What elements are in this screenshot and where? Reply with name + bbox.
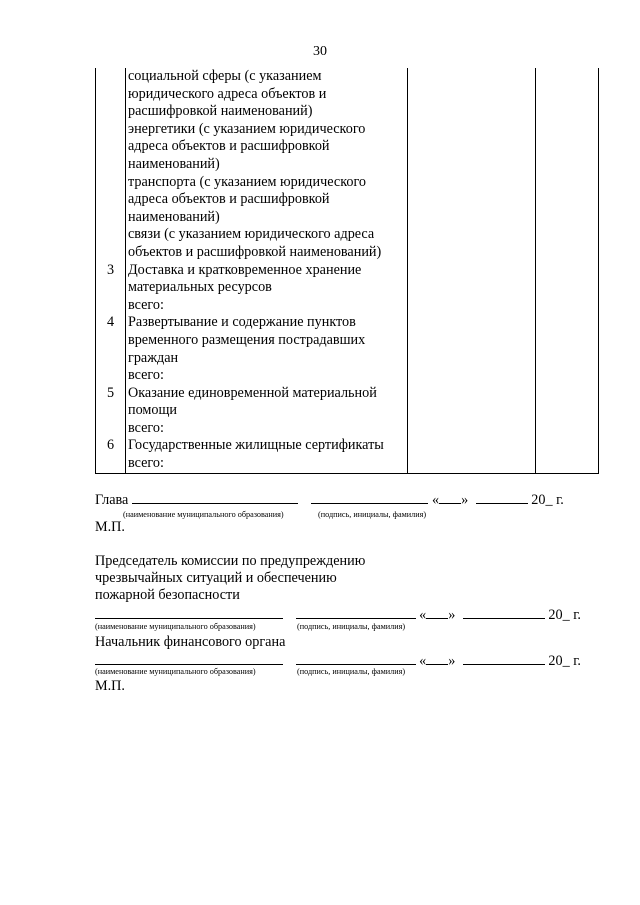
note-cell: [536, 437, 599, 473]
chairman-title: [95, 553, 595, 604]
finance-municipality-line[interactable]: [95, 651, 283, 665]
description-line: энергетики (с указанием юридического: [128, 120, 366, 137]
finance-day-line[interactable]: [426, 651, 448, 665]
note-cell: [536, 68, 599, 262]
year-text: 20_ г.: [548, 653, 581, 669]
head-month-line[interactable]: [476, 490, 528, 504]
table-row: [96, 262, 599, 315]
description-line: всего:: [128, 419, 164, 436]
description-line: материальных ресурсов: [128, 279, 272, 296]
page-number: 30: [313, 44, 327, 59]
row-number: 5: [96, 385, 126, 438]
description-line: наименований): [128, 155, 220, 172]
head-municipality-line[interactable]: [132, 490, 298, 504]
description-line: объектов и расшифровкой наименований): [128, 243, 382, 260]
table-row: [96, 437, 599, 473]
quote-open: «: [419, 653, 427, 669]
quote-open: «: [419, 607, 427, 623]
description-line: Оказание единовременной материальной: [128, 384, 377, 401]
description-line: всего:: [128, 296, 164, 313]
chairman-signature-line[interactable]: [296, 605, 416, 619]
finance-head-title: Начальник финансового органа: [95, 634, 286, 650]
description-line: адреса объектов и расшифровкой: [128, 138, 330, 155]
quote-close: »: [448, 653, 456, 669]
description-line: транспорта (с указанием юридического: [128, 173, 367, 190]
amount-cell: [408, 314, 536, 384]
chairman-month-line[interactable]: [463, 605, 545, 619]
chairman-day-line[interactable]: [426, 605, 448, 619]
table-row: [96, 68, 599, 262]
description-line: всего:: [128, 455, 164, 472]
description-line: граждан: [128, 349, 179, 366]
chairman-municipality-line[interactable]: [95, 605, 283, 619]
chairman-caption-municipal: (наименование муниципального образования): [95, 622, 256, 631]
expense-table: [95, 68, 599, 474]
head-caption-signature: (подпись, инициалы, фамилия): [318, 510, 427, 519]
row-number: [96, 68, 126, 262]
table-row: [96, 385, 599, 438]
row-description: [126, 68, 408, 262]
amount-cell: [408, 385, 536, 438]
stamp-1: М.П.: [95, 519, 125, 535]
head-signature-row: [95, 490, 564, 509]
finance-signature-line[interactable]: [296, 651, 416, 665]
head-signature-line[interactable]: [311, 490, 428, 504]
description-line: временного размещения пострадавших: [128, 331, 366, 348]
note-cell: [536, 385, 599, 438]
amount-cell: [408, 68, 536, 262]
description-line: Доставка и кратковременное хранение: [128, 261, 362, 278]
finance-month-line[interactable]: [463, 651, 545, 665]
head-day-line[interactable]: [439, 490, 461, 504]
year-text: 20_ г.: [531, 492, 564, 508]
description-line: адреса объектов и расшифровкой: [128, 191, 330, 208]
description-line: социальной сферы (с указанием: [128, 68, 322, 84]
table-row: [96, 314, 599, 384]
chairman-line-2: чрезвычайных ситуаций и обеспечению: [95, 570, 337, 586]
description-line: расшифровкой наименований): [128, 103, 313, 120]
amount-cell: [408, 262, 536, 315]
description-line: связи (с указанием юридического адреса: [128, 226, 375, 243]
row-description: [126, 385, 408, 438]
description-line: Государственные жилищные сертификаты: [128, 437, 384, 454]
description-line: юридического адреса объектов и: [128, 85, 327, 102]
description-line: всего:: [128, 367, 164, 384]
chairman-line-1: Председатель комиссии по предупреждению: [95, 553, 366, 569]
row-description: [126, 437, 408, 473]
note-cell: [536, 262, 599, 315]
quote-close: »: [461, 492, 469, 508]
row-description: [126, 314, 408, 384]
description-line: помощи: [128, 402, 178, 419]
head-label: Глава: [95, 492, 129, 508]
stamp-2: М.П.: [95, 678, 125, 694]
row-number: 3: [96, 262, 126, 315]
row-number: 4: [96, 314, 126, 384]
description-line: Развертывание и содержание пунктов: [128, 314, 356, 331]
row-description: [126, 262, 408, 315]
quote-open: «: [431, 492, 440, 508]
quote-close: »: [448, 607, 456, 623]
amount-cell: [408, 437, 536, 473]
finance-caption-municipal: (наименование муниципального образования): [95, 667, 256, 676]
description-line: наименований): [128, 208, 220, 225]
note-cell: [536, 314, 599, 384]
row-number: 6: [96, 437, 126, 473]
head-caption-municipal: (наименование муниципального образования): [123, 510, 284, 519]
chairman-caption-signature: (подпись, инициалы, фамилия): [297, 622, 406, 631]
chairman-line-3: пожарной безопасности: [95, 587, 240, 603]
finance-caption-signature: (подпись, инициалы, фамилия): [297, 667, 406, 676]
year-text: 20_ г.: [548, 607, 581, 623]
